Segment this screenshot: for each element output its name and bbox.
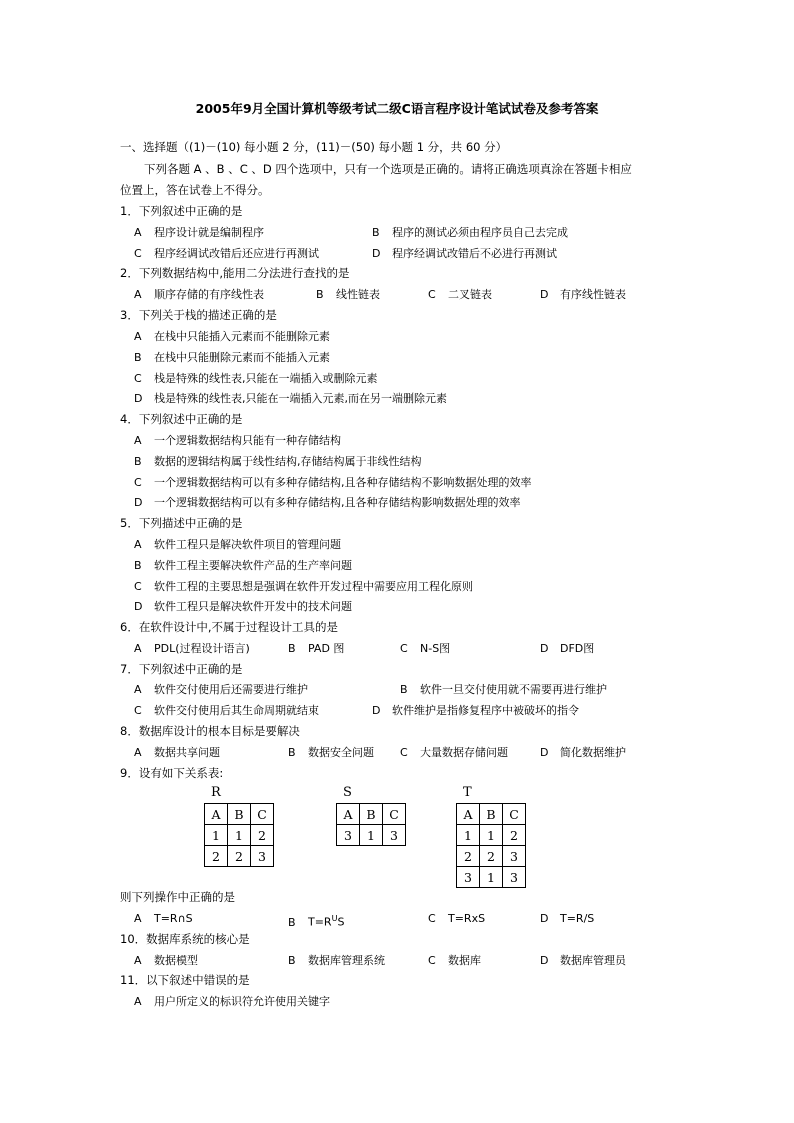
table-row: 1 1 2 <box>205 825 274 846</box>
question-4-option-d: D 一个逻辑数据结构可以有多种存储结构,且各种存储结构影响数据处理的效率 <box>134 496 521 509</box>
question-6-option-a: A PDL(过程设计语言) <box>134 642 250 655</box>
question-4-stem: 4．下列叙述中正确的是 <box>120 412 243 426</box>
question-10-stem: 10．数据库系统的核心是 <box>120 932 250 946</box>
question-1-option-b: B 程序的测试必须由程序员自己去完成 <box>372 226 568 239</box>
table-row: A B C <box>337 804 406 825</box>
question-8-option-b: B 数据安全问题 <box>288 746 374 759</box>
question-3-stem: 3．下列关于栈的描述正确的是 <box>120 308 277 322</box>
table-row: 1 1 2 <box>457 825 526 846</box>
question-10-option-b: B 数据库管理系统 <box>288 954 385 967</box>
question-7-option-d: D 软件维护是指修复程序中被破坏的指令 <box>372 704 579 717</box>
table-row: 3 1 3 <box>337 825 406 846</box>
question-4-option-b: B 数据的逻辑结构属于线性结构,存储结构属于非线性结构 <box>134 455 422 468</box>
question-1-option-d: D 程序经调试改错后不必进行再测试 <box>372 247 557 260</box>
relation-r-table <box>204 803 274 867</box>
question-9-option-d: D T=R/S <box>540 912 595 925</box>
question-8-option-c: C 大量数据存储问题 <box>400 746 508 759</box>
question-5-option-d: D 软件工程只是解决软件开发中的技术问题 <box>134 600 352 613</box>
question-5-option-c: C 软件工程的主要思想是强调在软件开发过程中需要应用工程化原则 <box>134 580 473 593</box>
page-title: 2005年9月全国计算机等级考试二级C语言程序设计笔试试卷及参考答案 <box>195 101 599 116</box>
question-6-stem: 6．在软件设计中,不属于过程设计工具的是 <box>120 620 338 634</box>
question-7-option-a: A 软件交付使用后还需要进行维护 <box>134 683 308 696</box>
question-6-option-b: B PAD 图 <box>288 642 345 655</box>
question-2-option-a: A 顺序存储的有序线性表 <box>134 288 264 301</box>
relation-t-name: T <box>463 785 472 800</box>
question-11-stem: 11．以下叙述中错误的是 <box>120 973 250 987</box>
question-2-stem: 2．下列数据结构中,能用二分法进行查找的是 <box>120 266 350 280</box>
table-row: A B C <box>205 804 274 825</box>
question-10-option-a: A 数据模型 <box>134 954 198 967</box>
question-10-option-d: D 数据库管理员 <box>540 954 626 967</box>
question-6-option-c: C N-S图 <box>400 642 451 655</box>
relation-t-table <box>456 803 526 888</box>
question-7-stem: 7．下列叙述中正确的是 <box>120 662 243 676</box>
question-4-option-c: C 一个逻辑数据结构可以有多种存储结构,且各种存储结构不影响数据处理的效率 <box>134 476 532 489</box>
question-9-stem: 9．设有如下关系表: <box>120 766 224 780</box>
table-row: A B C <box>457 804 526 825</box>
question-9-stem-2: 则下列操作中正确的是 <box>120 890 235 904</box>
question-8-option-d: D 简化数据维护 <box>540 746 626 759</box>
question-8-option-a: A 数据共享问题 <box>134 746 220 759</box>
question-3-option-d: D 栈是特殊的线性表,只能在一端插入元素,而在另一端删除元素 <box>134 392 447 405</box>
question-9-option-a: A T=R∩S <box>134 912 193 925</box>
table-row: 3 1 3 <box>457 867 526 888</box>
instruction-line-1: 下列各题 A 、B 、C 、D 四个选项中，只有一个选项是正确的。请将正确选项真涂在答题卡相应 <box>144 162 632 176</box>
question-5-option-b: B 软件工程主要解决软件产品的生产率问题 <box>134 559 352 572</box>
question-2-option-c: C 二叉链表 <box>428 288 492 301</box>
question-10-option-c: C 数据库 <box>428 954 481 967</box>
question-1-option-a: A 程序设计就是编制程序 <box>134 226 264 239</box>
relation-s-name: S <box>343 785 352 800</box>
question-6-option-d: D DFD图 <box>540 642 595 655</box>
question-7-option-b: B 软件一旦交付使用就不需要再进行维护 <box>400 683 607 696</box>
question-1-option-c: C 程序经调试改错后还应进行再测试 <box>134 247 319 260</box>
question-5-option-a: A 软件工程只是解决软件项目的管理问题 <box>134 538 341 551</box>
relation-r-name: R <box>211 785 221 800</box>
relation-s-table <box>336 803 406 846</box>
question-2-option-d: D 有序线性链表 <box>540 288 626 301</box>
instruction-line-2: 位置上，答在试卷上不得分。 <box>120 183 270 197</box>
question-3-option-a: A 在栈中只能插入元素而不能删除元素 <box>134 330 330 343</box>
section-heading: 一、选择题（(1)－(10) 每小题 2 分，(11)－(50) 每小题 1 分，共 60 分） <box>120 140 508 154</box>
question-5-stem: 5．下列描述中正确的是 <box>120 516 243 530</box>
table-row: 2 2 3 <box>205 846 274 867</box>
question-2-option-b: B 线性链表 <box>316 288 380 301</box>
question-1-stem: 1．下列叙述中正确的是 <box>120 204 243 218</box>
question-9-option-b: B $T=R^US$ <box>288 914 345 929</box>
question-7-option-c: C 软件交付使用后其生命周期就结束 <box>134 704 319 717</box>
question-3-option-b: B 在栈中只能删除元素而不能插入元素 <box>134 351 330 364</box>
question-3-option-c: C 栈是特殊的线性表,只能在一端插入或删除元素 <box>134 372 378 385</box>
question-11-option-a: A 用户所定义的标识符允许使用关键字 <box>134 995 330 1008</box>
question-9-option-c: C T=RxS <box>428 912 486 925</box>
question-4-option-a: A 一个逻辑数据结构只能有一种存储结构 <box>134 434 341 447</box>
question-8-stem: 8．数据库设计的根本目标是要解决 <box>120 724 300 738</box>
table-row: 2 2 3 <box>457 846 526 867</box>
